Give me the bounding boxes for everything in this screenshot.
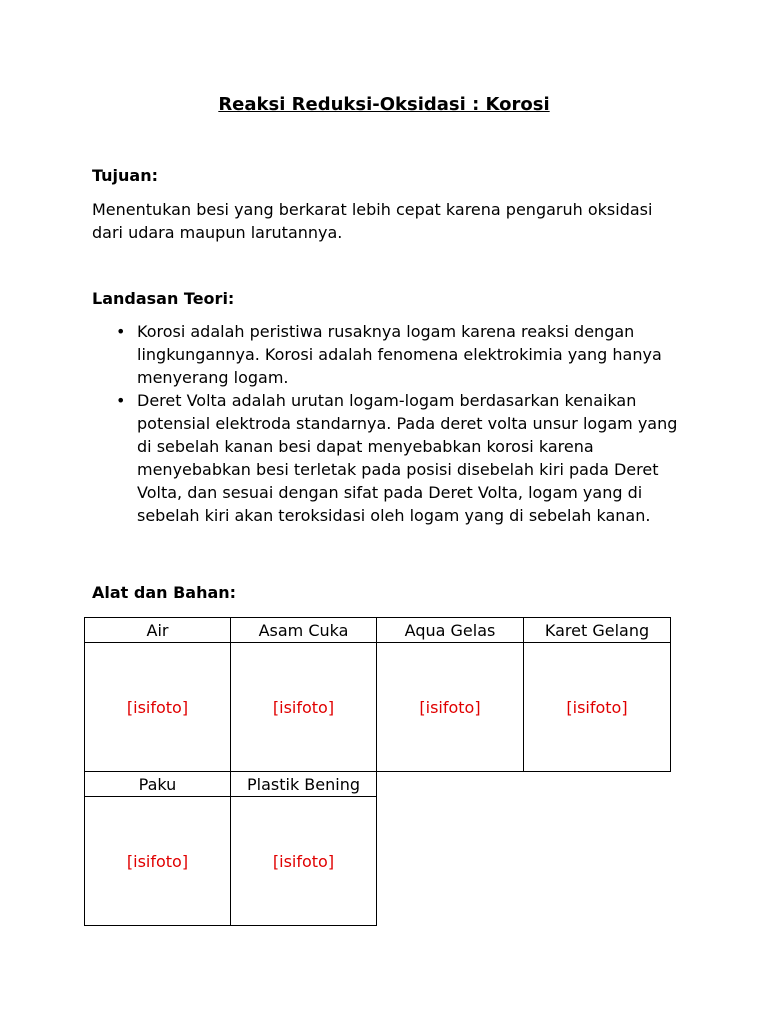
empty-cell	[524, 772, 671, 797]
photo-placeholder-text: [isifoto]	[126, 851, 189, 871]
materials-table	[84, 617, 671, 926]
list-item-text: Korosi adalah peristiwa rusaknya logam karena reaksi dengan lingkungannya. Korosi adalah fenomena elektrokimia yang hanya menyerang logam.	[137, 322, 662, 387]
bullet-icon: •	[116, 391, 126, 410]
list-item	[92, 389, 692, 527]
tujuan-text: Menentukan besi yang berkarat lebih cepat karena pengaruh oksidasi dari udara maupun larutannya.	[92, 200, 653, 242]
photo-placeholder-text: [isifoto]	[419, 697, 481, 717]
empty-cell	[524, 797, 671, 926]
photo-placeholder	[377, 643, 524, 772]
tujuan-heading: Tujuan:	[92, 166, 159, 185]
photo-placeholder-text: [isifoto]	[566, 697, 628, 717]
photo-placeholder	[85, 797, 231, 926]
empty-cell	[377, 797, 524, 926]
material-name: Aqua Gelas	[377, 618, 524, 643]
material-name: Asam Cuka	[231, 618, 377, 643]
photo-placeholder	[231, 797, 377, 926]
document-title: Reaksi Reduksi-Oksidasi : Korosi	[218, 94, 550, 115]
photo-placeholder-text: [isifoto]	[272, 697, 335, 717]
list-item-text: Deret Volta adalah urutan logam-logam berdasarkan kenaikan potensial elektroda standarnya. Pada deret volta unsur logam yang di sebelah kanan besi dapat menyebabkan korosi karena menyebabkan besi terletak pada posisi disebelah kiri pada Deret Volta, dan sesuai dengan sifat pada Deret Volta, logam yang di sebelah kiri akan teroksidasi oleh logam yang di sebelah kanan.	[137, 391, 678, 525]
table-row	[85, 772, 671, 797]
photo-placeholder-text: [isifoto]	[126, 697, 189, 717]
photo-placeholder	[85, 643, 231, 772]
list-item	[92, 320, 692, 389]
table-row	[85, 618, 671, 643]
photo-placeholder	[231, 643, 377, 772]
material-name: Plastik Bening	[231, 772, 377, 797]
table-row	[85, 643, 671, 772]
material-name: Paku	[85, 772, 231, 797]
material-name: Karet Gelang	[524, 618, 671, 643]
alat-heading: Alat dan Bahan:	[92, 583, 237, 602]
material-name: Air	[85, 618, 231, 643]
landasan-list	[92, 320, 692, 527]
bullet-icon: •	[116, 322, 126, 341]
photo-placeholder-text: [isifoto]	[272, 851, 335, 871]
table-row	[85, 797, 671, 926]
landasan-heading: Landasan Teori:	[92, 289, 235, 308]
empty-cell	[377, 772, 524, 797]
photo-placeholder	[524, 643, 671, 772]
